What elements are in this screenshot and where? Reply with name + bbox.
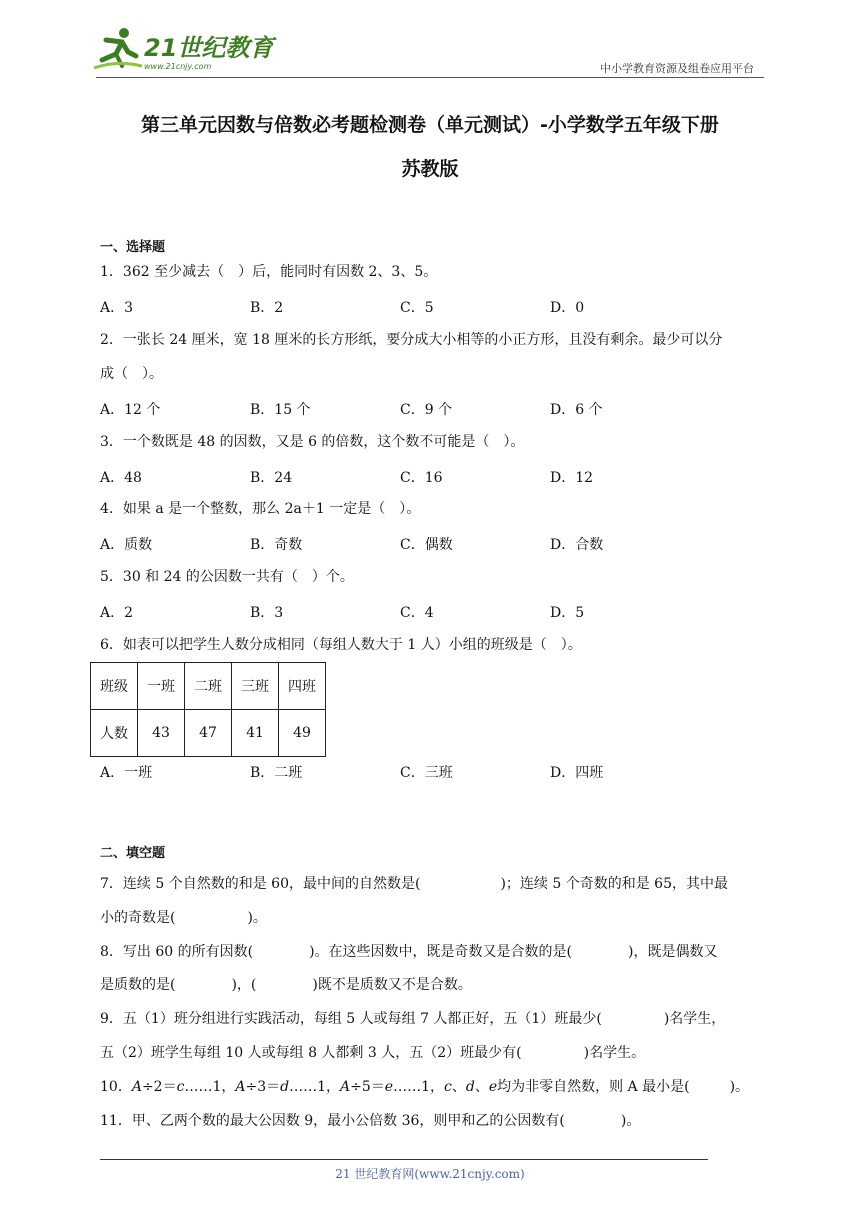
logo-url: www.21cnjy.com xyxy=(144,62,212,71)
logo xyxy=(92,26,274,78)
option-a: A．48 xyxy=(100,470,142,486)
text: 小的奇数是( xyxy=(100,910,176,926)
text: ÷5＝ xyxy=(350,1079,385,1095)
question-2-options xyxy=(100,399,780,417)
question-10 xyxy=(100,1078,749,1096)
variable: d xyxy=(280,1079,290,1095)
option-d: D．四班 xyxy=(550,765,604,781)
option-a: A．一班 xyxy=(100,765,153,781)
text: 8．写出 60 的所有因数( xyxy=(100,944,254,960)
option-a: A．12 个 xyxy=(100,402,161,418)
text: )；连续 5 个奇数的和是 65，其中最 xyxy=(500,876,728,892)
text: ……1， xyxy=(289,1079,341,1095)
text: 五（2）班学生每组 10 人或每组 8 人都剩 3 人，五（2）班最少有( xyxy=(100,1045,522,1061)
question-6: 6．如表可以把学生人数分成相同（每组人数大于 1 人）小组的班级是（ ）。 xyxy=(100,637,582,653)
table-cell: 四班 xyxy=(279,663,326,710)
question-5: 5．30 和 24 的公因数一共有（ ）个。 xyxy=(100,569,354,585)
question-3-options xyxy=(100,467,780,485)
variable: A xyxy=(131,1079,142,1095)
table-cell: 二班 xyxy=(185,663,232,710)
table-cell: 班级 xyxy=(91,663,138,710)
table-cell: 一班 xyxy=(138,663,185,710)
text: )，既是偶数又 xyxy=(628,944,718,960)
option-c: C．三班 xyxy=(400,765,453,781)
option-b: B．二班 xyxy=(250,765,303,781)
header-divider xyxy=(96,77,764,78)
option-d: D．12 xyxy=(550,470,594,486)
option-b: B．奇数 xyxy=(250,537,303,553)
option-c: C．16 xyxy=(400,470,443,486)
option-d: D．5 xyxy=(550,605,585,621)
text: 、 xyxy=(474,1079,489,1095)
question-5-options xyxy=(100,602,780,620)
text: )。在这些因数中，既是奇数又是合数的是( xyxy=(309,944,573,960)
logo-text: 21世纪教育 xyxy=(144,34,274,62)
table-row xyxy=(91,710,326,757)
question-7-line2 xyxy=(100,909,267,927)
class-table xyxy=(90,662,326,757)
option-b: B．24 xyxy=(250,470,293,486)
page-header xyxy=(0,0,860,80)
runner-icon xyxy=(92,26,144,70)
question-2-line2: 成（ ）。 xyxy=(100,366,163,382)
variable: c xyxy=(176,1079,185,1095)
text: )，( xyxy=(231,977,257,993)
text: 11．甲、乙两个数的最大公因数 9，最小公倍数 36，则甲和乙的公因数有( xyxy=(100,1113,565,1129)
text: ÷3＝ xyxy=(245,1079,281,1095)
text: 10． xyxy=(100,1079,132,1095)
footer-text: 21 世纪教育网(www.21cnjy.com) xyxy=(335,1167,525,1181)
variable: A xyxy=(235,1079,246,1095)
question-3: 3．一个数既是 48 的因数，又是 6 的倍数，这个数不可能是（ ）。 xyxy=(100,434,525,450)
option-b: B．15 个 xyxy=(250,402,311,418)
option-d: D．6 个 xyxy=(550,402,603,418)
section-heading-choice: 一、选择题 xyxy=(100,240,166,255)
table-header-row xyxy=(91,663,326,710)
section-heading-fill: 二、填空题 xyxy=(100,846,166,861)
option-c: C．5 xyxy=(400,300,434,316)
question-2-line1: 2．一张长 24 厘米，宽 18 厘米的长方形纸，要分成大小相等的小正方形，且没有剩余。最少可以分 xyxy=(100,332,723,348)
text: )既不是质数又不是合数。 xyxy=(312,977,472,993)
variable: e xyxy=(384,1079,394,1095)
platform-label: 中小学教育资源及组卷应用平台 xyxy=(600,62,754,75)
variable: d xyxy=(465,1079,475,1095)
option-c: C．4 xyxy=(400,605,434,621)
text: 均为非零自然数，则 A 最小是( xyxy=(497,1079,690,1095)
option-b: B．2 xyxy=(250,300,284,316)
text: ……1， xyxy=(393,1079,444,1095)
option-c: C．偶数 xyxy=(400,537,453,553)
text: 是质数的是( xyxy=(100,977,176,993)
page-title: 第三单元因数与倍数必考题检测卷（单元测试）-小学数学五年级下册 xyxy=(141,114,719,136)
option-a: A．2 xyxy=(100,605,134,621)
question-1: 1．362 至少减去（ ）后，能同时有因数 2、3、5。 xyxy=(100,264,438,280)
question-9-line2 xyxy=(100,1044,645,1062)
table-cell: 43 xyxy=(138,710,185,757)
question-8-line2 xyxy=(100,976,472,994)
option-d: D．合数 xyxy=(550,537,604,553)
text: )名学生， xyxy=(663,1011,726,1027)
variable: c xyxy=(444,1079,452,1095)
option-a: A．质数 xyxy=(100,537,153,553)
option-a: A．3 xyxy=(100,300,134,316)
text: ……1， xyxy=(184,1079,236,1095)
question-4-options xyxy=(100,534,780,552)
option-c: C．9 个 xyxy=(400,402,453,418)
variable: e xyxy=(488,1079,498,1095)
text: 9．五（1）班分组进行实践活动，每组 5 人或每组 7 人都正好，五（1）班最少( xyxy=(100,1011,602,1027)
table-cell: 41 xyxy=(232,710,279,757)
text: )。 xyxy=(729,1079,750,1095)
question-4: 4．如果 a 是一个整数，那么 2a＋1 一定是（ ）。 xyxy=(100,501,421,517)
text: )。 xyxy=(247,910,267,926)
text: 7．连续 5 个自然数的和是 60，最中间的自然数是( xyxy=(100,876,421,892)
question-1-options xyxy=(100,297,780,315)
question-9-line1 xyxy=(100,1010,725,1028)
question-8-line1 xyxy=(100,943,718,961)
footer-divider xyxy=(100,1159,708,1160)
table-cell: 三班 xyxy=(232,663,279,710)
text: )。 xyxy=(620,1113,641,1129)
question-7-line1 xyxy=(100,875,728,893)
table-cell: 人数 xyxy=(91,710,138,757)
text: 、 xyxy=(451,1079,466,1095)
page-title-line2: 苏教版 xyxy=(401,158,459,180)
table-cell: 49 xyxy=(279,710,326,757)
text: ÷2＝ xyxy=(141,1079,177,1095)
variable: A xyxy=(340,1079,351,1095)
table-cell: 47 xyxy=(185,710,232,757)
question-6-options xyxy=(100,762,780,780)
option-d: D．0 xyxy=(550,300,585,316)
option-b: B．3 xyxy=(250,605,284,621)
text: )名学生。 xyxy=(583,1045,646,1061)
question-11 xyxy=(100,1112,640,1130)
